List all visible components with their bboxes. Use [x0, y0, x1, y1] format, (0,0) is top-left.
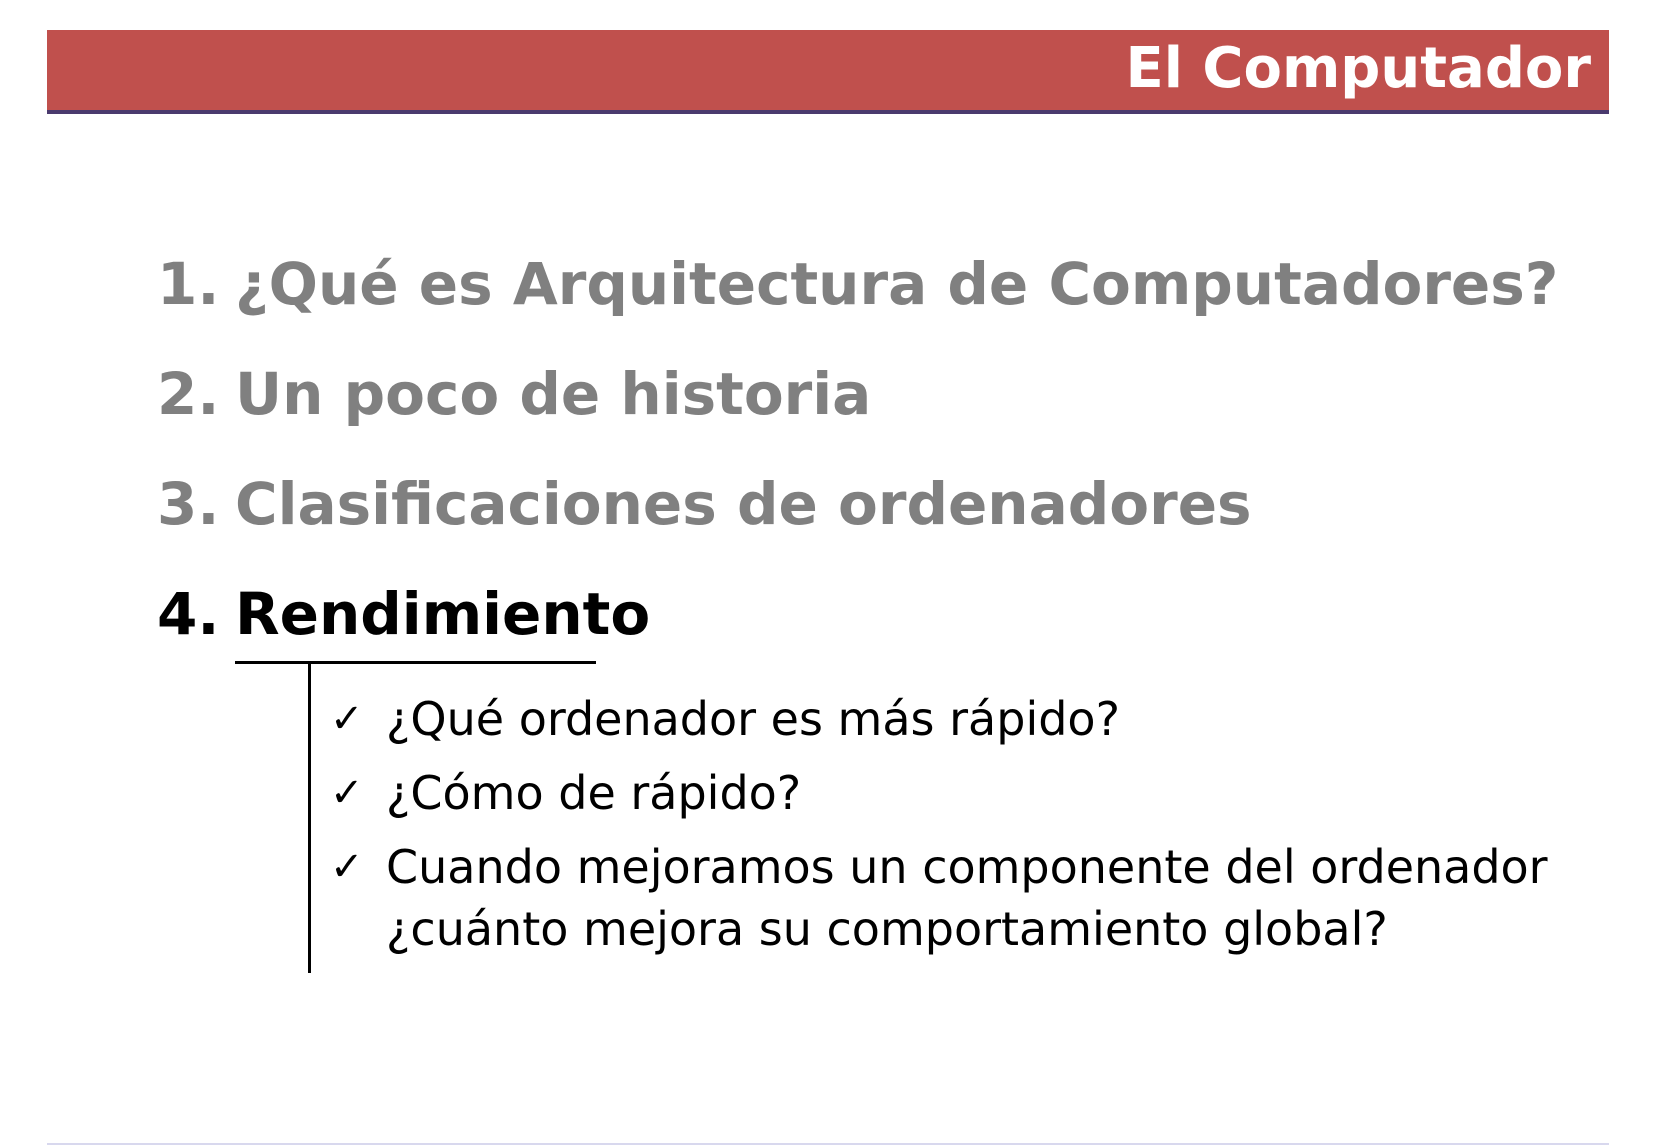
outline-item-number: 3.	[157, 470, 220, 538]
footer-divider	[47, 1143, 1609, 1145]
checkmark-icon: ✓	[330, 844, 364, 890]
outline-item-number: 4.	[157, 580, 220, 648]
subtopic-item-3	[330, 836, 1548, 960]
subtopic-text: Cuando mejoramos un componente del ordenador	[386, 840, 1548, 894]
active-item-underline	[235, 661, 596, 664]
subtopic-text-line2: ¿cuánto mejora su comportamiento global?	[386, 902, 1388, 956]
title-bar	[47, 30, 1609, 114]
outline-item-number: 1.	[157, 250, 220, 318]
subtopic-bracket-line	[308, 663, 311, 973]
outline-list	[157, 250, 1558, 690]
subtopic-text: ¿Qué ordenador es más rápido?	[386, 692, 1120, 746]
outline-item-label: Rendimiento	[235, 580, 651, 648]
subtopic-list	[330, 688, 1548, 972]
outline-item-label: ¿Qué es Arquitectura de Computadores?	[235, 250, 1559, 318]
outline-item-label: Un poco de historia	[235, 360, 872, 428]
checkmark-icon: ✓	[330, 770, 364, 816]
outline-item-4-active	[157, 580, 1558, 690]
subtopic-text: ¿Cómo de rápido?	[386, 766, 802, 820]
subtopic-item-1	[330, 688, 1548, 750]
outline-item-1	[157, 250, 1558, 360]
outline-item-number: 2.	[157, 360, 220, 428]
checkmark-icon: ✓	[330, 696, 364, 742]
outline-item-label: Clasificaciones de ordenadores	[235, 470, 1252, 538]
outline-item-2	[157, 360, 1558, 470]
slide-title: El Computador	[1125, 36, 1591, 101]
outline-item-3	[157, 470, 1558, 580]
subtopic-item-2	[330, 762, 1548, 824]
